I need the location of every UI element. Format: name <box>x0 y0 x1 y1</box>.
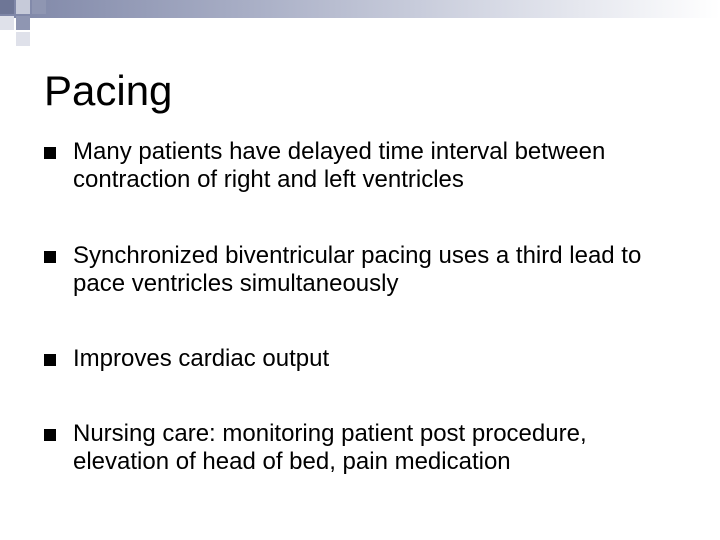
square-bullet-icon <box>44 251 56 263</box>
bullet-text: Synchronized biventricular pacing uses a third lead to pace ventricles simultaneously <box>73 242 642 297</box>
square-bullet-icon <box>44 354 56 366</box>
square-bullet-icon <box>44 147 56 159</box>
slide-title: Pacing <box>44 67 173 114</box>
bullet-text: Many patients have delayed time interval between contraction of right and left ventricles <box>73 138 606 193</box>
square-bullet-icon <box>44 429 56 441</box>
bullet-text: Improves cardiac output <box>73 345 330 372</box>
bullet-text: Nursing care: monitoring patient post procedure, elevation of head of bed, pain medication <box>73 420 587 475</box>
